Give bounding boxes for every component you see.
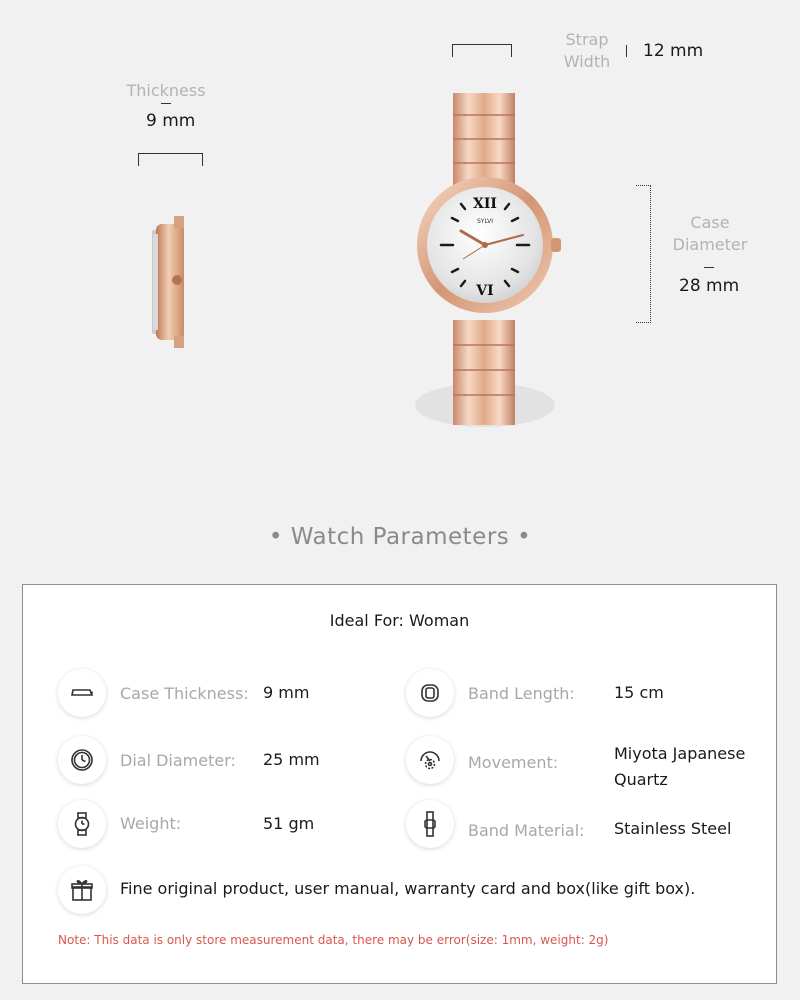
thickness-bracket <box>138 153 203 166</box>
band-length-label: Band Length: <box>468 684 575 703</box>
strap-width-bracket <box>452 44 512 57</box>
package-contents-text: Fine original product, user manual, warranty card and box(like gift box). <box>120 879 696 898</box>
movement-value <box>614 741 745 793</box>
dial-diameter-value: 25 mm <box>263 750 320 769</box>
strap-width-label-line2: Width <box>563 52 611 71</box>
dial-icon <box>58 736 106 784</box>
svg-text:VI: VI <box>476 283 494 299</box>
ideal-for-text: Ideal For: Woman <box>329 611 470 630</box>
thickness-value: 9 mm <box>146 111 196 131</box>
case-diameter-label-line2: Diameter <box>672 235 748 254</box>
parameters-panel <box>22 584 777 984</box>
strap-width-label-line1: Strap <box>565 30 609 49</box>
weight-value: 51 gm <box>263 814 315 833</box>
band-material-icon <box>406 800 454 848</box>
thickness-dash <box>161 103 171 104</box>
case-diameter-label <box>660 212 760 256</box>
watch-front-image <box>405 85 565 435</box>
strap-width-value: 12 mm <box>643 41 704 61</box>
movement-value-line1: Miyota Japanese <box>614 744 746 763</box>
case-diameter-value: 28 mm <box>679 276 740 296</box>
movement-gear-icon <box>406 736 454 784</box>
gift-box-icon <box>58 866 106 914</box>
case-diameter-dash <box>704 267 714 268</box>
case-diameter-label-line1: Case <box>690 213 730 232</box>
dial-diameter-label: Dial Diameter: <box>120 751 236 770</box>
svg-text:XII: XII <box>473 196 497 212</box>
case-thickness-label: Case Thickness: <box>120 684 249 703</box>
watch-brand: SYLVI <box>476 218 494 225</box>
thickness-label: Thickness <box>126 81 206 100</box>
movement-label: Movement: <box>468 753 559 772</box>
movement-value-line2: Quartz <box>614 770 668 789</box>
weight-watch-icon <box>58 800 106 848</box>
band-material-value: Stainless Steel <box>614 819 732 838</box>
watch-side-view-image <box>140 212 200 352</box>
weight-label: Weight: <box>120 814 182 833</box>
band-material-label: Band Material: <box>468 821 585 840</box>
strap-width-label <box>547 29 627 73</box>
band-length-value: 15 cm <box>614 683 664 702</box>
case-thickness-icon <box>58 669 106 717</box>
case-diameter-bracket <box>636 185 651 323</box>
measurement-note: Note: This data is only store measurement data, there may be error(size: 1mm, weight: 2g) <box>58 933 609 947</box>
band-length-icon <box>406 669 454 717</box>
case-thickness-value: 9 mm <box>263 683 310 702</box>
strap-width-tick <box>626 45 627 57</box>
watch-parameters-title: • Watch Parameters • <box>268 524 532 550</box>
